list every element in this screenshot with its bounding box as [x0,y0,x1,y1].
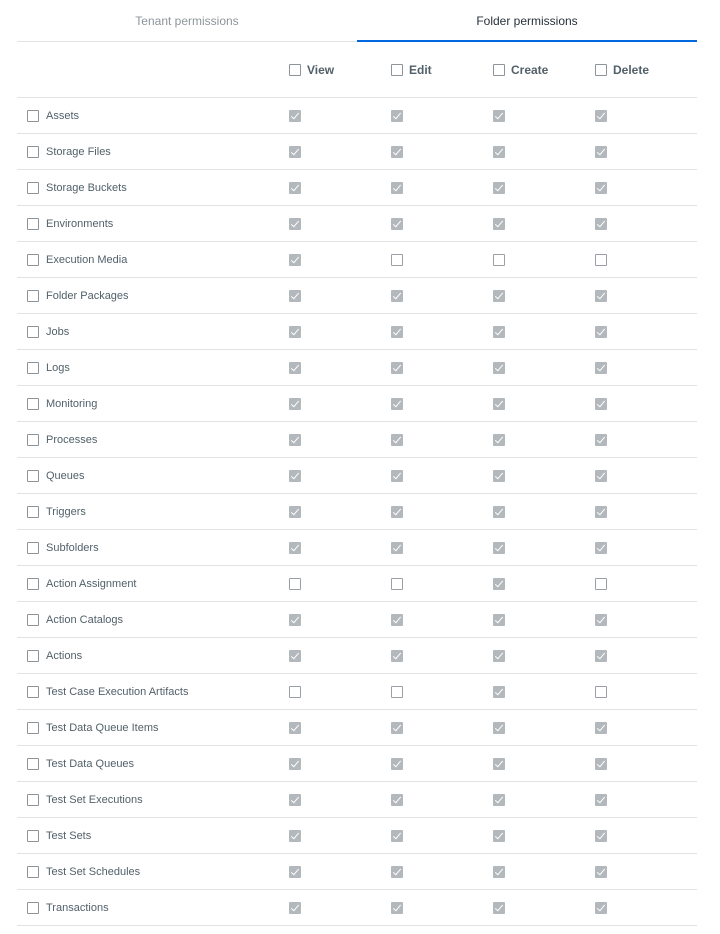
create-permission-checkbox [493,362,505,374]
permission-cell-edit [391,674,403,710]
permission-name: Folder Packages [46,290,129,302]
permission-cell-delete [595,206,607,242]
row-select[interactable] [27,602,123,638]
row-select-checkbox[interactable] [27,470,39,482]
permission-cell-view [289,674,301,710]
permission-name: Test Data Queue Items [46,722,159,734]
permission-cell-view [289,242,301,278]
permission-cell-view [289,278,301,314]
edit-permission-checkbox [391,650,403,662]
column-label: Delete [613,63,650,77]
delete-permission-checkbox [595,254,607,266]
row-select[interactable] [27,422,97,458]
edit-permission-checkbox [391,758,403,770]
delete-permission-checkbox [595,758,607,770]
row-select-checkbox[interactable] [27,866,39,878]
permission-row [17,134,697,170]
delete-permission-checkbox [595,398,607,410]
edit-permission-checkbox [391,398,403,410]
create-permission-checkbox [493,398,505,410]
permission-row [17,854,697,890]
row-select[interactable] [27,98,79,134]
edit-permission-checkbox [391,830,403,842]
row-select-checkbox[interactable] [27,722,39,734]
delete-permission-checkbox [595,650,607,662]
edit-permission-checkbox [391,146,403,158]
row-select-checkbox[interactable] [27,218,39,230]
permission-cell-view [289,818,301,854]
permission-cell-delete [595,746,607,782]
permission-cell-view [289,314,301,350]
permission-cell-delete [595,98,607,134]
permission-cell-delete [595,494,607,530]
row-select[interactable] [27,134,111,170]
permission-row [17,242,697,278]
permission-name: Transactions [46,902,109,914]
permission-cell-delete [595,602,607,638]
row-select-checkbox[interactable] [27,614,39,626]
row-select[interactable] [27,854,140,890]
row-select-checkbox[interactable] [27,362,39,374]
create-permission-checkbox [493,794,505,806]
permission-cell-delete [595,386,607,422]
tab-folder-permissions[interactable] [357,0,697,42]
row-select-checkbox[interactable] [27,254,39,266]
permission-cell-delete [595,242,607,278]
permission-cell-edit [391,278,403,314]
view-permission-checkbox [289,434,301,446]
permission-row [17,566,697,602]
row-select-checkbox[interactable] [27,326,39,338]
create-permission-checkbox [493,902,505,914]
permission-cell-edit [391,710,403,746]
delete-permission-checkbox [595,146,607,158]
view-permission-checkbox [289,398,301,410]
edit-permission-checkbox [391,254,403,266]
edit-permission-checkbox [391,290,403,302]
tab-label: Folder permissions [476,14,578,28]
row-select-checkbox[interactable] [27,110,39,122]
permission-cell-delete [595,854,607,890]
permission-row [17,350,697,386]
row-select-checkbox[interactable] [27,794,39,806]
permission-cell-create [493,530,505,566]
create-permission-checkbox [493,722,505,734]
view-permission-checkbox [289,326,301,338]
permission-cell-create [493,638,505,674]
permission-cell-create [493,890,505,926]
delete-permission-checkbox [595,110,607,122]
permission-row [17,746,697,782]
permission-row [17,638,697,674]
view-permission-checkbox [289,794,301,806]
permission-cell-delete [595,422,607,458]
create-permission-checkbox [493,290,505,302]
column-header-edit[interactable] [391,42,432,98]
row-select-checkbox[interactable] [27,830,39,842]
edit-permission-checkbox [391,182,403,194]
permission-row [17,710,697,746]
select-all-edit-checkbox[interactable] [391,64,403,76]
view-permission-checkbox [289,470,301,482]
permission-cell-view [289,530,301,566]
delete-permission-checkbox [595,902,607,914]
permission-cell-delete [595,530,607,566]
row-select[interactable] [27,386,97,422]
permission-cell-edit [391,566,403,602]
permission-name: Action Catalogs [46,614,124,626]
row-select-checkbox[interactable] [27,434,39,446]
permission-cell-view [289,206,301,242]
permission-name: Jobs [46,326,70,338]
permission-cell-view [289,746,301,782]
permission-cell-view [289,134,301,170]
permission-cell-edit [391,170,403,206]
permission-cell-create [493,422,505,458]
row-select-checkbox[interactable] [27,506,39,518]
permission-cell-delete [595,710,607,746]
view-permission-checkbox [289,362,301,374]
permission-cell-delete [595,782,607,818]
permission-name: Execution Media [46,254,128,266]
permission-cell-edit [391,98,403,134]
row-select[interactable] [27,242,127,278]
edit-permission-checkbox [391,470,403,482]
delete-permission-checkbox [595,614,607,626]
view-permission-checkbox [289,686,301,698]
row-select-checkbox[interactable] [27,542,39,554]
permission-cell-delete [595,134,607,170]
create-permission-checkbox [493,182,505,194]
permission-row [17,530,697,566]
row-select-checkbox[interactable] [27,578,39,590]
permissions-panel [17,0,697,934]
delete-permission-checkbox [595,182,607,194]
permission-cell-view [289,782,301,818]
view-permission-checkbox [289,254,301,266]
row-select[interactable] [27,530,99,566]
permission-cell-view [289,494,301,530]
column-label: Create [511,63,549,77]
permission-cell-create [493,746,505,782]
create-permission-checkbox [493,506,505,518]
permission-cell-create [493,206,505,242]
row-select[interactable] [27,206,113,242]
permission-cell-create [493,386,505,422]
permission-cell-edit [391,386,403,422]
permission-cell-delete [595,890,607,926]
permission-cell-edit [391,242,403,278]
row-select-checkbox[interactable] [27,686,39,698]
permission-cell-create [493,710,505,746]
edit-permission-checkbox [391,218,403,230]
permission-row [17,782,697,818]
permission-name: Processes [46,434,98,446]
permission-row [17,314,697,350]
permission-cell-create [493,494,505,530]
row-select[interactable] [27,746,134,782]
create-permission-checkbox [493,650,505,662]
permission-cell-create [493,566,505,602]
create-permission-checkbox [493,578,505,590]
permission-cell-view [289,890,301,926]
row-select[interactable] [27,710,159,746]
delete-permission-checkbox [595,722,607,734]
permission-cell-edit [391,746,403,782]
permission-cell-create [493,674,505,710]
delete-permission-checkbox [595,362,607,374]
permission-cell-edit [391,890,403,926]
permissions-header [17,42,697,98]
permission-cell-create [493,818,505,854]
view-permission-checkbox [289,866,301,878]
create-permission-checkbox [493,542,505,554]
row-select-checkbox[interactable] [27,902,39,914]
permission-cell-create [493,782,505,818]
row-select[interactable] [27,458,85,494]
permission-name: Action Assignment [46,578,137,590]
permission-cell-create [493,170,505,206]
permission-cell-delete [595,458,607,494]
permission-cell-create [493,314,505,350]
permission-cell-create [493,134,505,170]
permission-row [17,422,697,458]
permission-row [17,206,697,242]
permission-cell-delete [595,170,607,206]
delete-permission-checkbox [595,866,607,878]
permission-name: Storage Buckets [46,182,127,194]
permission-cell-edit [391,782,403,818]
permission-cell-view [289,854,301,890]
permission-cell-view [289,386,301,422]
view-permission-checkbox [289,146,301,158]
permission-row [17,602,697,638]
row-select[interactable] [27,566,137,602]
view-permission-checkbox [289,614,301,626]
permission-name: Triggers [46,506,86,518]
create-permission-checkbox [493,326,505,338]
view-permission-checkbox [289,902,301,914]
edit-permission-checkbox [391,542,403,554]
edit-permission-checkbox [391,434,403,446]
permission-cell-edit [391,134,403,170]
delete-permission-checkbox [595,686,607,698]
permission-cell-view [289,566,301,602]
create-permission-checkbox [493,146,505,158]
permission-cell-edit [391,206,403,242]
permission-cell-edit [391,530,403,566]
column-label: Edit [409,63,432,77]
view-permission-checkbox [289,182,301,194]
permission-name: Environments [46,218,114,230]
row-select[interactable] [27,674,188,710]
permission-cell-create [493,854,505,890]
permission-name: Storage Files [46,146,111,158]
row-select[interactable] [27,818,91,854]
permission-cell-delete [595,638,607,674]
permission-cell-create [493,458,505,494]
permission-cell-view [289,350,301,386]
permission-name: Subfolders [46,542,99,554]
permission-row [17,674,697,710]
permission-cell-edit [391,458,403,494]
delete-permission-checkbox [595,830,607,842]
create-permission-checkbox [493,218,505,230]
select-all-delete-checkbox[interactable] [595,64,607,76]
view-permission-checkbox [289,542,301,554]
select-all-view-checkbox[interactable] [289,64,301,76]
row-select[interactable] [27,494,86,530]
view-permission-checkbox [289,110,301,122]
delete-permission-checkbox [595,578,607,590]
view-permission-checkbox [289,722,301,734]
tab-tenant-permissions[interactable]: Tenant permissions [135,14,239,28]
view-permission-checkbox [289,830,301,842]
edit-permission-checkbox [391,614,403,626]
row-select[interactable] [27,278,129,314]
permission-name: Test Set Schedules [46,866,141,878]
permission-cell-view [289,638,301,674]
permission-name: Test Sets [46,830,92,842]
permission-cell-view [289,602,301,638]
permission-cell-edit [391,818,403,854]
permission-name: Test Data Queues [46,758,135,770]
permission-row [17,278,697,314]
row-select-checkbox[interactable] [27,650,39,662]
permission-cell-delete [595,818,607,854]
edit-permission-checkbox [391,362,403,374]
column-label: View [307,63,335,77]
permission-cell-edit [391,422,403,458]
delete-permission-checkbox [595,290,607,302]
edit-permission-checkbox [391,326,403,338]
create-permission-checkbox [493,758,505,770]
permission-name: Monitoring [46,398,98,410]
delete-permission-checkbox [595,542,607,554]
permission-row [17,386,697,422]
view-permission-checkbox [289,506,301,518]
view-permission-checkbox [289,218,301,230]
permission-cell-edit [391,314,403,350]
edit-permission-checkbox [391,794,403,806]
edit-permission-checkbox [391,866,403,878]
permission-row [17,890,697,926]
create-permission-checkbox [493,830,505,842]
column-header-view[interactable] [289,42,334,98]
permission-cell-view [289,710,301,746]
row-select[interactable] [27,638,82,674]
permission-cell-delete [595,350,607,386]
edit-permission-checkbox [391,686,403,698]
row-select-checkbox[interactable] [27,290,39,302]
create-permission-checkbox [493,254,505,266]
row-select[interactable] [27,170,127,206]
permission-name: Test Case Execution Artifacts [46,686,189,698]
create-permission-checkbox [493,110,505,122]
permission-row [17,458,697,494]
permission-cell-view [289,98,301,134]
permission-cell-edit [391,350,403,386]
permission-rows [17,98,697,926]
edit-permission-checkbox [391,110,403,122]
column-header-create[interactable] [493,42,548,98]
select-all-create-checkbox[interactable] [493,64,505,76]
row-select[interactable] [27,782,143,818]
permission-cell-view [289,170,301,206]
create-permission-checkbox [493,866,505,878]
permission-name: Queues [46,470,85,482]
permission-cell-delete [595,674,607,710]
permission-cell-create [493,278,505,314]
view-permission-checkbox [289,650,301,662]
row-select-checkbox[interactable] [27,182,39,194]
permission-cell-create [493,602,505,638]
permission-row [17,98,697,134]
create-permission-checkbox [493,470,505,482]
permission-cell-delete [595,314,607,350]
permission-cell-edit [391,494,403,530]
row-select[interactable] [27,314,69,350]
permission-cell-delete [595,566,607,602]
delete-permission-checkbox [595,470,607,482]
permission-name: Test Set Executions [46,794,143,806]
edit-permission-checkbox [391,506,403,518]
permission-name: Actions [46,650,83,662]
delete-permission-checkbox [595,218,607,230]
permission-cell-view [289,458,301,494]
row-select-checkbox[interactable] [27,758,39,770]
row-select[interactable] [27,890,109,926]
row-select-checkbox[interactable] [27,146,39,158]
permission-cell-create [493,98,505,134]
view-permission-checkbox [289,758,301,770]
permission-tabs [17,0,697,42]
delete-permission-checkbox [595,794,607,806]
permission-cell-create [493,242,505,278]
permission-cell-create [493,350,505,386]
delete-permission-checkbox [595,506,607,518]
delete-permission-checkbox [595,434,607,446]
edit-permission-checkbox [391,902,403,914]
permission-cell-edit [391,854,403,890]
permission-name: Logs [46,362,70,374]
view-permission-checkbox [289,578,301,590]
view-permission-checkbox [289,290,301,302]
permission-row [17,818,697,854]
permission-cell-edit [391,602,403,638]
permission-cell-view [289,422,301,458]
permission-row [17,494,697,530]
column-header-delete[interactable] [595,42,649,98]
create-permission-checkbox [493,686,505,698]
create-permission-checkbox [493,614,505,626]
permission-cell-delete [595,278,607,314]
permission-name: Assets [46,110,80,122]
edit-permission-checkbox [391,578,403,590]
edit-permission-checkbox [391,722,403,734]
row-select[interactable] [27,350,70,386]
delete-permission-checkbox [595,326,607,338]
row-select-checkbox[interactable] [27,398,39,410]
create-permission-checkbox [493,434,505,446]
permission-row [17,170,697,206]
permission-cell-edit [391,638,403,674]
